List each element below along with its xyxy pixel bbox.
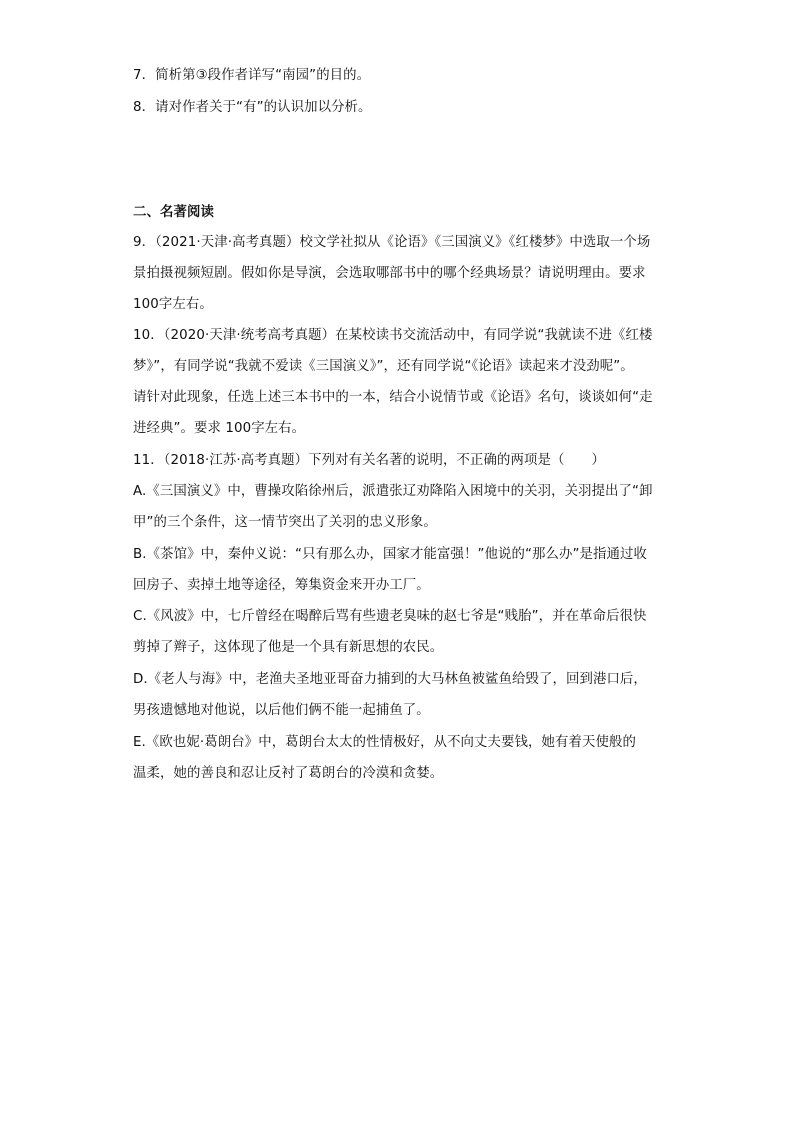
question-11-stem: 11．（2018·江苏·高考真题）下列对有关名著的说明，不正确的两项是（ ） bbox=[133, 453, 605, 468]
question-7: 7．简析第③段作者详写“南园”的目的。 bbox=[133, 68, 371, 83]
section-title: 二、名著阅读 bbox=[133, 205, 214, 220]
question-9-line-2: 景拍摄视频短剧。假如你是导演，会选取哪部书中的哪个经典场景？请说明理由。要求 bbox=[133, 266, 646, 281]
option-d-line-2: 男孩遗憾地对他说，以后他们俩不能一起捕鱼了。 bbox=[133, 703, 430, 718]
option-d-line-1: D.《老人与海》中，老渔夫圣地亚哥奋力捕到的大马林鱼被鲨鱼给毁了，回到港口后， bbox=[133, 672, 647, 687]
question-10-line-2: 梦》”，有同学说“我就不爱读《三国演义》”，还有同学说“《论语》读起来才没劲呢”。 bbox=[133, 359, 634, 374]
question-10-line-4: 进经典”。要求 100字左右。 bbox=[133, 421, 306, 436]
option-c-line-1: C.《风波》中，七斤曾经在喝醉后骂有些遗老臭味的赵七爷是“贱胎”，并在革命后很快 bbox=[133, 609, 647, 624]
option-e-line-1: E.《欧也妮·葛朗台》中，葛朗台太太的性情极好，从不向丈夫要钱，她有着天使般的 bbox=[133, 735, 636, 750]
question-10-line-1: 10．（2020·天津·统考高考真题）在某校读书交流活动中，有同学说“我就读不进《红楼 bbox=[133, 328, 653, 343]
question-9-line-1: 9．（2021·天津·高考真题）校文学社拟从《论语》《三国演义》《红楼梦》中选取一个场 bbox=[133, 235, 651, 250]
option-b-line-2: 回房子、卖掉土地等途径，筹集资金来开办工厂。 bbox=[133, 578, 430, 593]
question-10-line-3: 请针对此现象，任选上述三本书中的一本，结合小说情节或《论语》名句，谈谈如何“走 bbox=[133, 390, 653, 405]
option-a-line-2: 甲”的三个条件，这一情节突出了关羽的忠义形象。 bbox=[133, 515, 437, 530]
option-e-line-2: 温柔，她的善良和忍让反衬了葛朗台的冷漠和贪婪。 bbox=[133, 766, 444, 781]
option-b-line-1: B.《茶馆》中，秦仲义说：“只有那么办，国家才能富强！”他说的“那么办”是指通过收 bbox=[133, 547, 647, 562]
option-a-line-1: A.《三国演义》中，曹操攻陷徐州后，派遣张辽劝降陷入困境中的关羽，关羽提出了“卸 bbox=[133, 484, 653, 499]
question-8: 8．请对作者关于“有”的认识加以分析。 bbox=[133, 100, 372, 115]
question-9-line-3: 100字左右。 bbox=[133, 297, 213, 312]
option-c-line-2: 剪掉了辫子，这体现了他是一个具有新思想的农民。 bbox=[133, 640, 444, 655]
